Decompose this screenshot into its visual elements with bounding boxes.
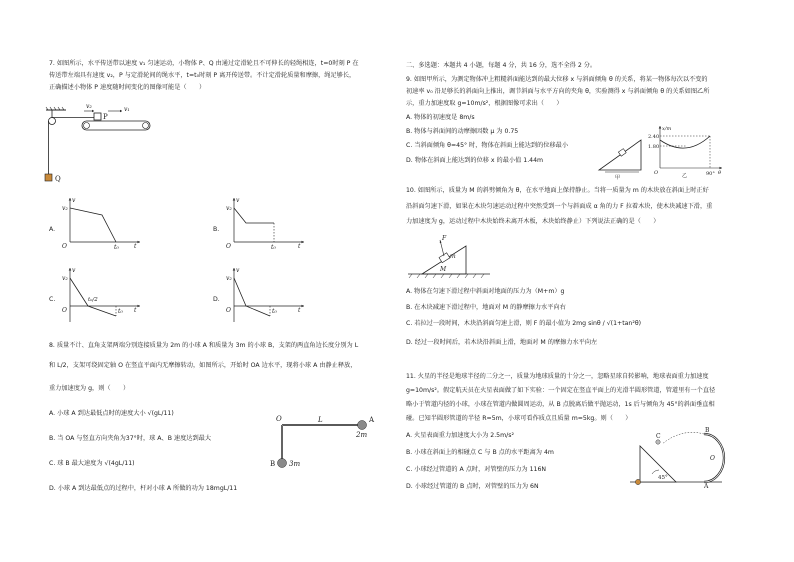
tick-label-v2: v₂ (226, 275, 232, 282)
origin-label: O (62, 307, 67, 314)
mass-a-label: 2m (356, 431, 368, 439)
mass-b-label: 3m (289, 460, 301, 468)
axis-label-v: v (236, 197, 240, 204)
q10-line-1: 10. 如图所示，质量为 M 的斜劈倾角为 θ，在水平地面上保持静止。当将一质量为 m 的木块放在斜面上时正好 (406, 187, 709, 194)
tick-label-t0: t₀ (118, 308, 123, 315)
q11-option-b: B. 小球在斜面上的相碰点 C 与 B 点的水平距离为 4m (406, 449, 554, 456)
q9-option-b: B. 物体与斜面间的动摩擦因数 μ 为 0.75 (406, 128, 519, 135)
point-c-label: C (656, 433, 661, 440)
q10-option-b: B. 在木块减速下滑过程中，地面对 M 的静摩擦力水平向右 (406, 304, 566, 311)
tick-label-90: 90° (706, 171, 715, 177)
q7-option-c-graph (62, 266, 142, 326)
q11-tube-diagram (628, 424, 724, 488)
q9-incline-figure (595, 132, 645, 181)
q7-option-d-letter: D. (213, 296, 220, 303)
q7-option-a-letter: A. (49, 226, 56, 233)
tick-label-v2: v₂ (62, 275, 68, 282)
q10-line-3: 力加速度为 g，运动过程中木块始终未离开木板，木块始终静止）下列说法正确的是（ ） (406, 218, 660, 225)
q10-option-d: D. 经过一段时间后，若木块沿斜面上滑，地面对 M 的摩擦力水平向左 (406, 339, 598, 346)
pivot-o-label: O (276, 415, 282, 423)
q9-option-c: C. 当斜面倾角 θ=45° 时，物体在斜面上能达到的位移最小 (406, 142, 569, 149)
q10-option-a: A. 物体在匀速下滑过程中斜面对地面的压力为（M+m）g (406, 288, 565, 295)
q7-line-1: 7. 如图所示，水平传送带以速度 v₁ 匀速运动，小物体 P、Q 由通过定滑轮且不可伸长的轻绳相连，t=0时刻 P 在 (49, 60, 359, 67)
figure-yi-label: 乙 (682, 173, 688, 179)
axis-label-t: t (134, 307, 137, 314)
axis-label-t: t (134, 243, 137, 250)
y-axis-label: x/m (662, 126, 672, 132)
q7-option-b-graph (226, 196, 306, 250)
q8-bracket-diagram (270, 415, 380, 475)
q8-line-1: 8. 质量不计、直角支架两端分别连接质量为 2m 的小球 A 和质量为 3m 的小球 B，支架的两直角边长度分别为 L (49, 342, 359, 349)
mass-m-label: m (450, 253, 456, 260)
axis-label-t: t (298, 307, 301, 314)
q9-line-3: 示，重力加速度取 g=10m/s²，根据图像可求出（ ） (406, 100, 563, 107)
tick-label-t0: t₀ (114, 244, 119, 251)
q7-v1-label: v₁ (124, 106, 130, 113)
q11-line-2: g=10m/s²。假定航天员在火星表面做了如下实验：一个固定在竖直平面上的光滑半圆形管道，管道里有一个直径 (406, 387, 716, 394)
axis-label-v: v (72, 197, 76, 204)
q11-line-1: 11. 火星的半径是地球半径的二分之一，质量为地球质量的十分之一，忽略星球自转影响，地球表面重力加速度 (406, 373, 709, 380)
section-heading: 二、多选题：本题共 4 小题，每题 4 分，共 16 分，选不全得 2 分。 (406, 62, 597, 69)
tick-label-t0-half: t₀/2 (88, 297, 98, 303)
q10-option-c: C. 若拉过一段时间，木块沿斜面匀速上滑，则 F 的最小值为 2mg sinθ / √(1+tan²θ) (406, 320, 642, 327)
origin-label: O (226, 307, 231, 314)
q8-option-d: D. 小球 A 到达最低点的过程中，杆对小球 A 所做的功为 18mgL/11 (49, 485, 238, 492)
point-b-label: B (705, 427, 710, 434)
q10-line-2: 沿斜面匀速下滑，如果在木块匀速运动过程中突然受到一个与斜面成 α 角的力 F 拉着木块，使木块减速下滑，重 (406, 203, 713, 210)
tick-label-180: 1.80 (648, 144, 660, 150)
tick-label-t0: t₀ (272, 308, 277, 315)
tick-label-t0: t₀ (271, 244, 276, 251)
ball-a-label: A (369, 416, 375, 424)
q9-line-2: 初速率 v₀ 沿足够长的斜面向上推出，调节斜面与水平方向的夹角 θ，实验测得 x 与斜面倾角 θ 的关系如图乙所 (406, 88, 710, 95)
q7-conveyor-diagram (44, 103, 184, 188)
q11-option-d: D. 小球经过管道的 B 点时，对管壁的压力为 6N (406, 483, 539, 490)
axis-label-v: v (72, 267, 76, 274)
q7-option-d-graph (226, 266, 306, 326)
q7-line-3: 正确描述小物体 P 速度随时间变化的图像可能是（ ） (49, 84, 206, 91)
q11-option-a: A. 火星表面重力加速度大小为 2.5m/s² (406, 432, 514, 439)
q7-option-a-graph (62, 196, 142, 250)
q7-line-2: 传送带左端具有速度 v₂，P 与定滑轮间的绳水平，t=t₀时刻 P 离开传送带。不计定滑轮质量和摩擦，绳足够长， (49, 72, 356, 79)
tick-label-240: 2.40 (648, 134, 660, 140)
figure-jia-label: 甲 (615, 175, 621, 181)
axis-label-t: t (298, 243, 301, 250)
length-l-label: L (318, 416, 323, 424)
origin-label: O (226, 243, 231, 250)
q8-option-c: C. 球 B 最大速度为 √(4gL/11) (49, 460, 135, 467)
q11-line-3: 略小于管道内径的小球，小球在管道内做圆周运动，从 B 点脱离后做平抛运动，1s 后与倾角为 45°的斜面垂直相 (406, 401, 715, 408)
origin-label: O (654, 170, 659, 176)
q11-line-4: 碰。已知半圆形管道的半径 R=5m，小球可看作质点且质量 m=5kg。则（ ） (406, 415, 632, 422)
ball-b-label: B (270, 460, 276, 468)
q8-line-3: 重力加速度为 g，则（ ） (49, 385, 130, 392)
q7-option-b-letter: B. (213, 226, 220, 233)
q7-option-c-letter: C. (49, 296, 56, 303)
center-o-label: O (710, 455, 715, 462)
angle-45-label: 45° (658, 475, 668, 481)
q9-line-1: 9. 如图甲所示，为测定物体冲上粗糙斜面能达到的最大位移 x 与斜面倾角 θ 的关系，将某一物体每次以不变的 (406, 76, 708, 83)
q10-wedge-diagram (406, 232, 492, 278)
axis-label-v: v (236, 267, 240, 274)
q7-q-label: Q (55, 175, 61, 183)
tick-label-v2: v₂ (226, 205, 232, 212)
q8-line-2: 和 L/2，支架可绕固定轴 O 在竖直平面内无摩擦转动，如图所示，开始时 OA 边水平，现将小球 A 由静止释放， (49, 362, 357, 369)
q8-option-b: B. 当 OA 与竖直方向夹角为37°时，球 A、B 速度达到最大 (49, 435, 212, 442)
q8-option-a: A. 小球 A 到达最低点时的速度大小 √(gL/11) (49, 410, 174, 417)
q9-option-d: D. 物体在斜面上能达到的位移 x 的最小值 1.44m (406, 157, 544, 164)
x-axis-label: θ (718, 170, 722, 176)
q7-v2-label: v₂ (86, 103, 92, 110)
q7-p-label: P (103, 113, 108, 121)
q9-x-theta-graph (648, 124, 724, 180)
tick-label-v2: v₂ (62, 205, 68, 212)
q11-option-c: C. 小球经过管道的 A 点时，对管壁的压力为 116N (406, 466, 547, 473)
force-f-label: F (442, 235, 447, 242)
point-a-label: A (704, 483, 709, 490)
q9-option-a: A. 物体的初速度是 8m/s (406, 114, 475, 121)
origin-label: O (62, 243, 67, 250)
mass-big-m-label: M (440, 266, 447, 273)
